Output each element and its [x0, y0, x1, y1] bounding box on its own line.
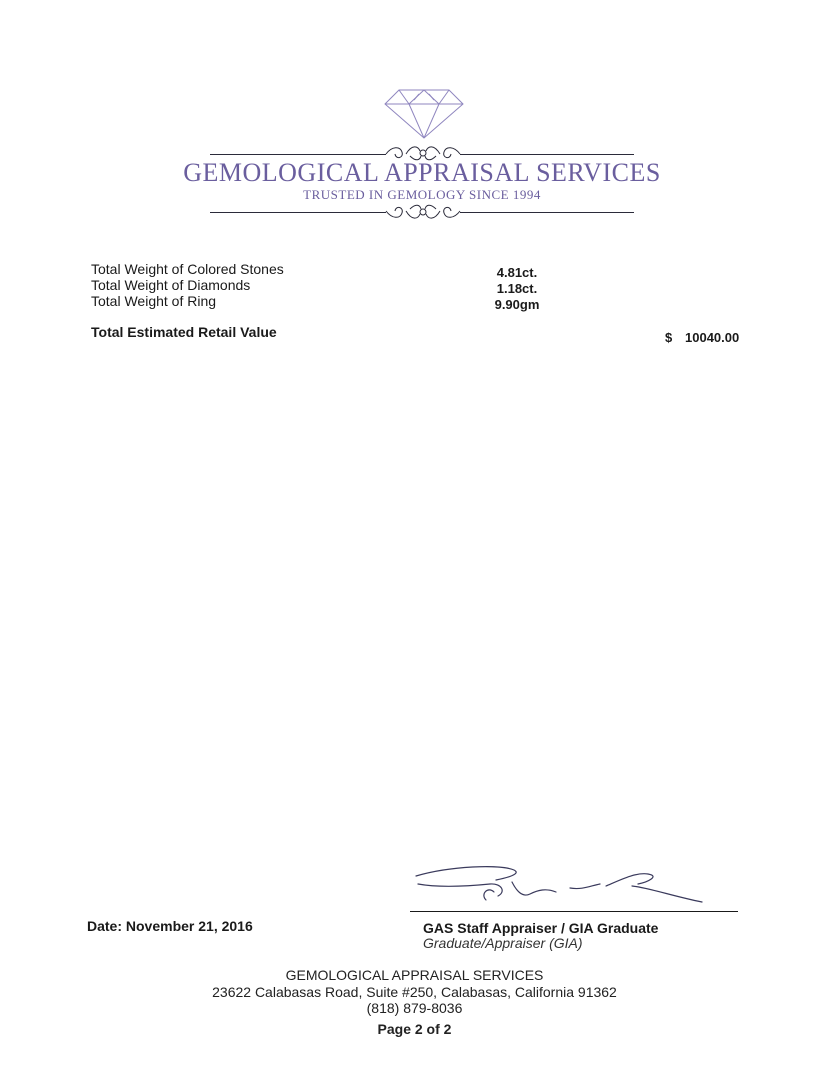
weight-label-colored-stones: Total Weight of Colored Stones [91, 261, 284, 277]
weight-label-ring: Total Weight of Ring [91, 293, 217, 309]
signature-line [410, 911, 738, 912]
letterhead-divider [460, 212, 634, 213]
total-value-label: Total Estimated Retail Value [91, 324, 277, 340]
appraiser-signature [410, 862, 710, 912]
weight-label-diamonds: Total Weight of Diamonds [91, 277, 251, 293]
appraiser-credentials: Graduate/Appraiser (GIA) [423, 935, 583, 951]
appraisal-date: Date: November 21, 2016 [87, 918, 253, 934]
appraiser-title: GAS Staff Appraiser / GIA Graduate [423, 920, 659, 936]
weight-value-ring: 9.90gm [494, 297, 540, 312]
diamond-logo-icon [383, 88, 465, 140]
weight-value-diamonds: 1.18ct. [496, 281, 538, 296]
letterhead-divider [210, 212, 386, 213]
total-value-currency: $ [665, 330, 673, 345]
footer-address: 23622 Calabasas Road, Suite #250, Calabasas, California 91362 [212, 984, 617, 1000]
company-tagline: TRUSTED IN GEMOLOGY SINCE 1994 [303, 187, 541, 202]
weight-value-colored-stones: 4.81ct. [496, 265, 538, 280]
footer-company-name: GEMOLOGICAL APPRAISAL SERVICES [285, 967, 544, 983]
page-number: Page 2 of 2 [377, 1021, 452, 1037]
footer-phone: (818) 879-8036 [366, 1000, 463, 1016]
total-value-amount: 10040.00 [685, 330, 740, 345]
flourish-ornament-icon [384, 201, 462, 223]
letterhead-divider [210, 154, 386, 155]
letterhead-divider [460, 154, 634, 155]
company-name: GEMOLOGICAL APPRAISAL SERVICES [183, 158, 661, 187]
